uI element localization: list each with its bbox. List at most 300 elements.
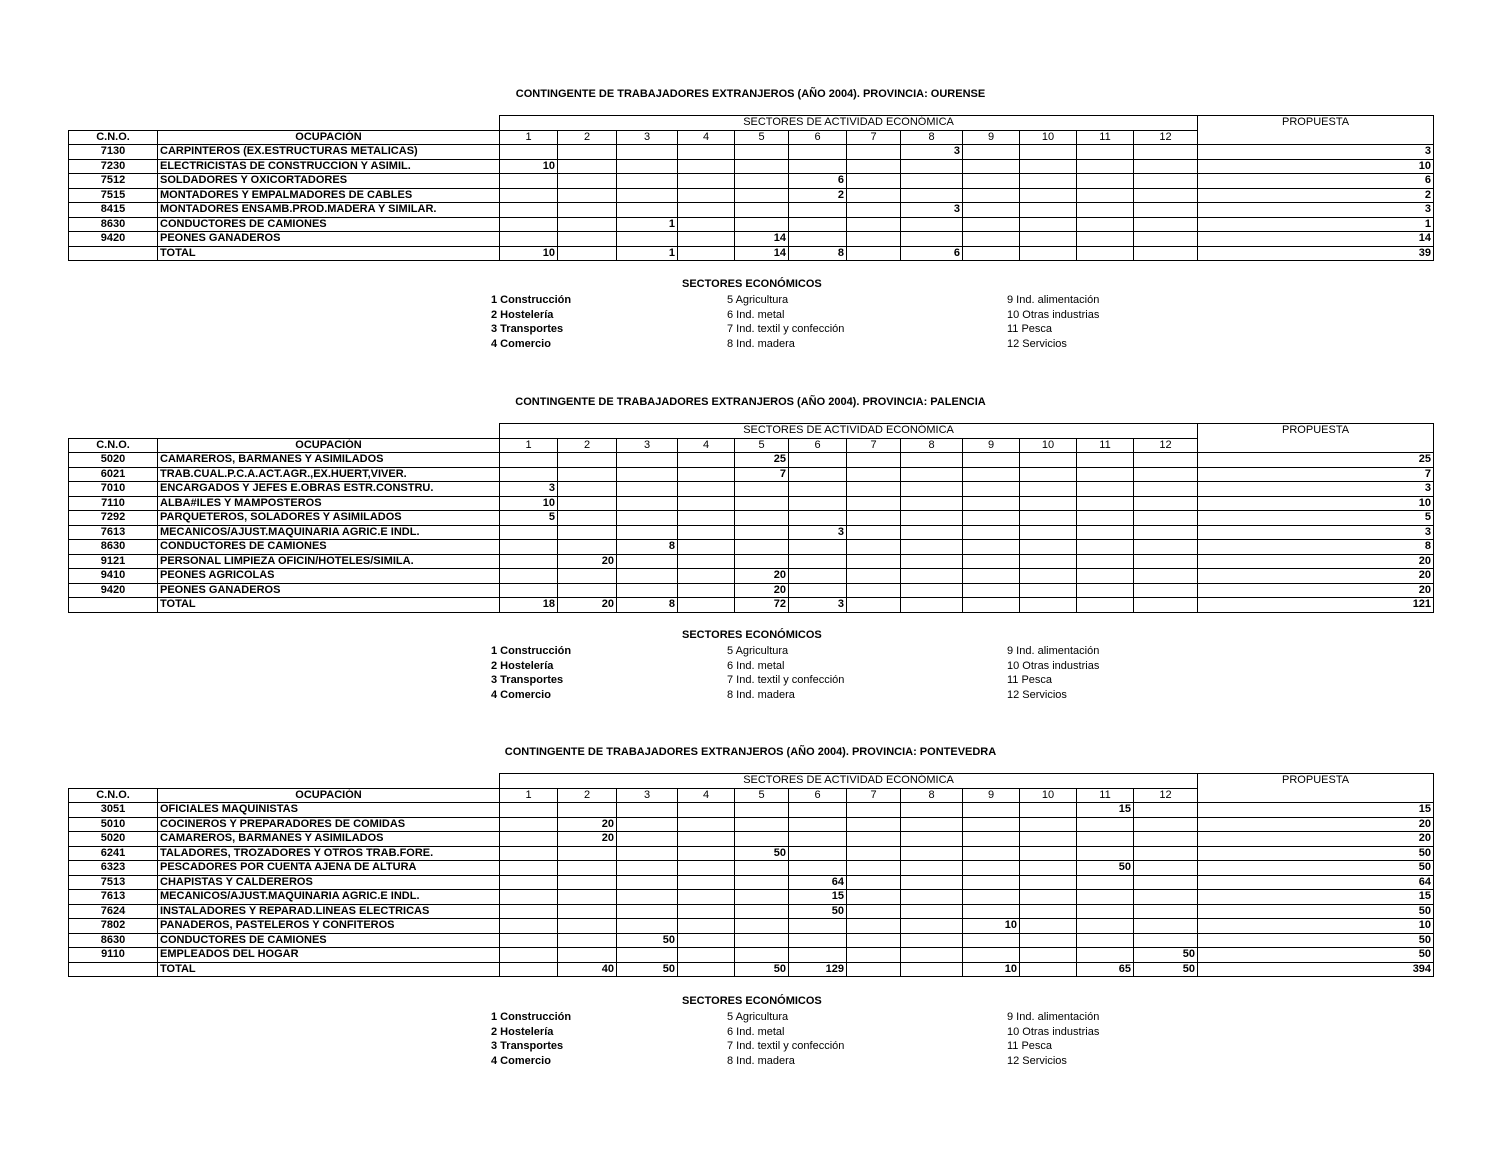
legend-item: 6 Ind. metal	[727, 659, 785, 672]
sector-value-cell	[1134, 861, 1198, 876]
cno-cell: 7802	[69, 919, 158, 934]
sector-value-cell	[963, 890, 1020, 905]
sector-value-cell: 20	[735, 583, 789, 598]
total-value-cell	[1020, 962, 1077, 977]
propuesta-cell: 14	[1198, 232, 1434, 247]
total-value-cell	[1134, 246, 1198, 261]
sector-value-cell	[500, 817, 558, 832]
sector-value-cell	[735, 890, 789, 905]
sector-value-cell	[963, 217, 1020, 232]
sector-number-header: 4	[678, 438, 735, 453]
cno-cell: 9420	[69, 583, 158, 598]
occupation-cell: ALBA#ILES Y MAMPOSTEROS	[158, 496, 500, 511]
cno-cell: 6323	[69, 861, 158, 876]
sector-value-cell	[901, 803, 963, 818]
sector-value-cell	[500, 569, 558, 584]
cno-cell: 6241	[69, 846, 158, 861]
sector-value-cell	[847, 467, 901, 482]
cno-cell: 8630	[69, 217, 158, 232]
cno-cell: 8415	[69, 203, 158, 218]
sector-value-cell	[500, 832, 558, 847]
occupation-cell: ENCARGADOS Y JEFES E.OBRAS ESTR.CONSTRU.	[158, 482, 500, 497]
contingent-table	[68, 773, 1434, 977]
legend-column	[1007, 293, 1099, 351]
total-value-cell: 50	[617, 962, 678, 977]
sector-value-cell	[678, 933, 735, 948]
sector-number-header: 7	[847, 438, 901, 453]
sector-value-cell	[1020, 217, 1077, 232]
sector-value-cell	[1077, 846, 1134, 861]
sector-value-cell	[901, 832, 963, 847]
occupation-header: OCUPACIÓN	[158, 438, 500, 453]
sector-value-cell	[847, 540, 901, 555]
table-row	[69, 540, 1434, 555]
total-blank	[69, 962, 158, 977]
sector-value-cell	[847, 569, 901, 584]
sector-value-cell	[901, 875, 963, 890]
sector-value-cell	[678, 803, 735, 818]
sector-number-header: 5	[735, 438, 789, 453]
sector-value-cell	[963, 467, 1020, 482]
legend-item: 11 Pesca	[1007, 674, 1053, 686]
occupation-cell: PANADEROS, PASTELEROS Y CONFITEROS	[158, 919, 500, 934]
sector-value-cell	[963, 933, 1020, 948]
sector-value-cell	[735, 861, 789, 876]
sector-value-cell	[1134, 803, 1198, 818]
sector-value-cell	[558, 919, 617, 934]
sector-value-cell	[1020, 203, 1077, 218]
sector-value-cell	[1134, 525, 1198, 540]
table-row	[69, 174, 1434, 189]
sector-number-header: 2	[558, 788, 617, 803]
sector-value-cell	[1020, 453, 1077, 468]
sector-value-cell	[901, 511, 963, 526]
sector-value-cell	[901, 904, 963, 919]
total-value-cell: 18	[500, 598, 558, 613]
legend-item: 3 Transportes	[491, 1040, 564, 1052]
sector-value-cell	[789, 203, 847, 218]
legend-item: 7 Ind. textil y confección	[727, 1040, 845, 1052]
total-value-cell	[678, 598, 735, 613]
sector-value-cell: 50	[617, 933, 678, 948]
sector-value-cell	[1020, 861, 1077, 876]
sector-value-cell	[1077, 496, 1134, 511]
total-value-cell: 1	[617, 246, 678, 261]
sector-value-cell	[847, 933, 901, 948]
sector-number-header: 11	[1077, 788, 1134, 803]
table-row	[69, 875, 1434, 890]
sector-value-cell	[1020, 803, 1077, 818]
sector-value-cell	[1134, 496, 1198, 511]
occupation-cell: PESCADORES POR CUENTA AJENA DE ALTURA	[158, 861, 500, 876]
legend-item: 4 Comercio	[491, 337, 551, 350]
sector-value-cell	[1020, 496, 1077, 511]
sector-value-cell	[500, 467, 558, 482]
sector-value-cell	[500, 232, 558, 247]
sector-value-cell	[1134, 554, 1198, 569]
sector-value-cell	[500, 540, 558, 555]
occupation-cell: MECANICOS/AJUST.MAQUINARIA AGRIC.E INDL.	[158, 890, 500, 905]
sector-value-cell	[735, 875, 789, 890]
sector-value-cell	[617, 569, 678, 584]
propuesta-cell: 1	[1198, 217, 1434, 232]
sector-value-cell	[1020, 817, 1077, 832]
sector-value-cell: 8	[617, 540, 678, 555]
occupation-cell: PEONES AGRICOLAS	[158, 569, 500, 584]
sector-value-cell	[500, 948, 558, 963]
total-label: TOTAL	[158, 246, 500, 261]
propuesta-cell: 8	[1198, 540, 1434, 555]
cno-cell: 7230	[69, 159, 158, 174]
sector-value-cell	[963, 174, 1020, 189]
sector-value-cell	[678, 174, 735, 189]
sector-value-cell	[847, 174, 901, 189]
sector-number-header: 8	[901, 788, 963, 803]
total-value-cell	[1077, 246, 1134, 261]
propuesta-cell: 50	[1198, 948, 1434, 963]
sector-value-cell	[1020, 569, 1077, 584]
total-propuesta-cell: 121	[1198, 598, 1434, 613]
sector-value-cell: 50	[1077, 861, 1134, 876]
sector-value-cell	[1077, 145, 1134, 160]
sector-value-cell	[1077, 540, 1134, 555]
cno-cell: 7613	[69, 890, 158, 905]
sector-number-header: 7	[847, 130, 901, 145]
sector-value-cell	[901, 890, 963, 905]
table-row	[69, 203, 1434, 218]
legend-item: 10 Otras industrias	[1007, 308, 1100, 321]
sector-value-cell	[1134, 919, 1198, 934]
sector-value-cell	[963, 583, 1020, 598]
sector-value-cell	[500, 875, 558, 890]
sector-value-cell	[847, 583, 901, 598]
occupation-cell: CONDUCTORES DE CAMIONES	[158, 540, 500, 555]
sector-value-cell	[901, 217, 963, 232]
total-value-cell	[678, 962, 735, 977]
sector-value-cell	[500, 933, 558, 948]
table-row	[69, 525, 1434, 540]
sector-value-cell	[735, 496, 789, 511]
sector-value-cell	[963, 540, 1020, 555]
cno-cell: 8630	[69, 540, 158, 555]
sector-value-cell	[558, 569, 617, 584]
sector-number-header: 10	[1020, 130, 1077, 145]
sector-value-cell	[963, 904, 1020, 919]
section-title: CONTINGENTE DE TRABAJADORES EXTRANJEROS (AÑO 2004). PROVINCIA: PALENCIA	[515, 396, 986, 408]
legend-item: 6 Ind. metal	[727, 308, 785, 321]
sector-value-cell	[963, 554, 1020, 569]
sector-value-cell	[678, 583, 735, 598]
sector-number-header: 2	[558, 130, 617, 145]
sector-value-cell	[1134, 875, 1198, 890]
sector-value-cell	[963, 569, 1020, 584]
sector-value-cell	[678, 482, 735, 497]
sector-value-cell	[558, 890, 617, 905]
total-value-cell	[678, 246, 735, 261]
sector-value-cell	[1134, 232, 1198, 247]
sector-value-cell	[1020, 933, 1077, 948]
sector-value-cell	[617, 817, 678, 832]
occupation-cell: MECANICOS/AJUST.MAQUINARIA AGRIC.E INDL.	[158, 525, 500, 540]
sector-number-header: 10	[1020, 438, 1077, 453]
sector-value-cell	[901, 861, 963, 876]
sector-value-cell: 3	[901, 145, 963, 160]
total-value-cell	[847, 962, 901, 977]
total-row	[69, 246, 1434, 261]
sector-value-cell	[1020, 511, 1077, 526]
sector-value-cell	[789, 232, 847, 247]
table-row	[69, 846, 1434, 861]
sector-number-header: 5	[735, 130, 789, 145]
sector-value-cell	[847, 453, 901, 468]
sector-value-cell	[500, 188, 558, 203]
sector-value-cell	[1077, 467, 1134, 482]
sector-number-header: 3	[617, 130, 678, 145]
sector-value-cell	[1077, 482, 1134, 497]
legend-column	[727, 644, 844, 702]
occupation-header: OCUPACIÓN	[158, 788, 500, 803]
sector-value-cell	[789, 482, 847, 497]
sector-value-cell	[1134, 453, 1198, 468]
sector-value-cell	[500, 145, 558, 160]
sector-value-cell	[1077, 174, 1134, 189]
sector-value-cell	[735, 217, 789, 232]
sector-value-cell	[1020, 467, 1077, 482]
table-row	[69, 217, 1434, 232]
occupation-cell: PARQUETEROS, SOLADORES Y ASIMILADOS	[158, 511, 500, 526]
total-value-cell: 3	[789, 598, 847, 613]
cno-cell: 7010	[69, 482, 158, 497]
sector-value-cell	[558, 803, 617, 818]
sector-value-cell	[901, 540, 963, 555]
sector-value-cell	[1077, 933, 1134, 948]
legend-column	[491, 1010, 571, 1068]
sector-value-cell	[678, 159, 735, 174]
sector-value-cell	[847, 232, 901, 247]
total-value-cell: 72	[735, 598, 789, 613]
sector-value-cell	[735, 482, 789, 497]
section-title: CONTINGENTE DE TRABAJADORES EXTRANJEROS (AÑO 2004). PROVINCIA: PONTEVEDRA	[504, 746, 997, 758]
sector-value-cell	[1077, 159, 1134, 174]
sector-value-cell	[901, 232, 963, 247]
propuesta-cell: 7	[1198, 467, 1434, 482]
propuesta-cell: 10	[1198, 496, 1434, 511]
sector-value-cell: 1	[617, 217, 678, 232]
sector-value-cell	[963, 159, 1020, 174]
sector-value-cell	[678, 525, 735, 540]
cno-cell: 9121	[69, 554, 158, 569]
sector-value-cell	[735, 948, 789, 963]
sector-value-cell	[678, 919, 735, 934]
legend-item: 3 Transportes	[491, 323, 564, 335]
table-row	[69, 904, 1434, 919]
sector-number-header: 2	[558, 438, 617, 453]
sector-value-cell: 2	[789, 188, 847, 203]
sector-value-cell	[789, 511, 847, 526]
sector-value-cell: 14	[735, 232, 789, 247]
sector-value-cell	[735, 904, 789, 919]
table-row	[69, 554, 1434, 569]
propuesta-cell: 6	[1198, 174, 1434, 189]
legend-column	[727, 1010, 844, 1068]
propuesta-header: PROPUESTA	[1198, 424, 1434, 453]
sector-value-cell: 15	[1077, 803, 1134, 818]
sector-value-cell	[678, 861, 735, 876]
occupation-cell: MONTADORES ENSAMB.PROD.MADERA Y SIMILAR.	[158, 203, 500, 218]
sector-value-cell: 50	[1134, 948, 1198, 963]
sector-value-cell	[1020, 188, 1077, 203]
total-row	[69, 962, 1434, 977]
sector-value-cell	[678, 846, 735, 861]
total-value-cell	[847, 598, 901, 613]
sector-value-cell	[678, 203, 735, 218]
sector-value-cell	[617, 511, 678, 526]
sector-value-cell	[847, 145, 901, 160]
sector-value-cell	[1020, 832, 1077, 847]
sector-value-cell	[963, 511, 1020, 526]
occupation-cell: INSTALADORES Y REPARAD.LINEAS ELECTRICAS	[158, 904, 500, 919]
sector-value-cell	[1077, 203, 1134, 218]
sector-value-cell	[963, 145, 1020, 160]
table-row	[69, 188, 1434, 203]
sector-value-cell	[1134, 217, 1198, 232]
occupation-cell: MONTADORES Y EMPALMADORES DE CABLES	[158, 188, 500, 203]
sector-value-cell	[1134, 569, 1198, 584]
sector-value-cell	[558, 525, 617, 540]
propuesta-cell: 20	[1198, 832, 1434, 847]
sector-number-header: 3	[617, 438, 678, 453]
propuesta-cell: 50	[1198, 904, 1434, 919]
sector-value-cell	[901, 933, 963, 948]
sector-value-cell	[963, 803, 1020, 818]
sector-value-cell	[901, 188, 963, 203]
sector-value-cell	[1077, 453, 1134, 468]
legend-column	[1007, 644, 1099, 702]
sector-value-cell	[789, 933, 847, 948]
sector-value-cell	[735, 919, 789, 934]
sector-value-cell	[500, 217, 558, 232]
sector-value-cell	[678, 554, 735, 569]
sector-value-cell	[847, 890, 901, 905]
sector-value-cell	[1077, 569, 1134, 584]
sector-value-cell	[735, 525, 789, 540]
sector-number-header: 8	[901, 438, 963, 453]
sector-value-cell	[500, 846, 558, 861]
total-value-cell: 8	[617, 598, 678, 613]
legend-item: 9 Ind. alimentación	[1007, 1011, 1100, 1023]
sector-value-cell	[735, 159, 789, 174]
sector-value-cell	[500, 453, 558, 468]
sector-value-cell	[735, 511, 789, 526]
table-row	[69, 817, 1434, 832]
sector-value-cell	[617, 890, 678, 905]
sector-value-cell	[789, 817, 847, 832]
sector-value-cell	[789, 145, 847, 160]
sector-value-cell	[847, 846, 901, 861]
legend-item: 11 Pesca	[1007, 1040, 1053, 1052]
header-blank	[69, 774, 500, 789]
sector-value-cell	[1077, 511, 1134, 526]
total-value-cell	[901, 598, 963, 613]
sector-value-cell	[901, 817, 963, 832]
legend-item: 8 Ind. madera	[727, 1054, 795, 1067]
sector-value-cell	[847, 188, 901, 203]
sector-value-cell	[678, 569, 735, 584]
propuesta-cell: 15	[1198, 803, 1434, 818]
propuesta-header: PROPUESTA	[1198, 116, 1434, 145]
total-value-cell: 40	[558, 962, 617, 977]
sector-value-cell	[1020, 583, 1077, 598]
sector-value-cell	[901, 453, 963, 468]
sector-value-cell: 3	[901, 203, 963, 218]
sector-value-cell	[735, 554, 789, 569]
legend-item: 1 Construcción	[491, 294, 572, 306]
sector-number-header: 9	[963, 438, 1020, 453]
legend-item: 3 Transportes	[491, 674, 564, 686]
sectors-header: SECTORES DE ACTIVIDAD ECONÓMICA	[500, 116, 1198, 131]
legend-item: 6 Ind. metal	[727, 1025, 785, 1038]
legend-heading: SECTORES ECONÓMICOS	[682, 629, 822, 641]
sector-value-cell	[963, 232, 1020, 247]
total-value-cell	[1020, 246, 1077, 261]
occupation-cell: CAMAREROS, BARMANES Y ASIMILADOS	[158, 832, 500, 847]
total-row	[69, 598, 1434, 613]
occupation-cell: CHAPISTAS Y CALDEREROS	[158, 875, 500, 890]
cno-cell: 5010	[69, 817, 158, 832]
sector-value-cell	[963, 846, 1020, 861]
sector-value-cell	[558, 188, 617, 203]
sector-value-cell	[847, 904, 901, 919]
sector-value-cell	[735, 203, 789, 218]
sector-value-cell	[1020, 540, 1077, 555]
table-row	[69, 159, 1434, 174]
legend-item: 12 Servicios	[1007, 1054, 1067, 1067]
legend-item: 8 Ind. madera	[727, 337, 795, 350]
total-value-cell: 10	[500, 246, 558, 261]
sector-value-cell	[1134, 540, 1198, 555]
sector-value-cell	[847, 861, 901, 876]
propuesta-cell: 3	[1198, 525, 1434, 540]
table-row	[69, 948, 1434, 963]
sector-value-cell	[617, 846, 678, 861]
legend-item: 4 Comercio	[491, 1054, 551, 1067]
occupation-cell: PERSONAL LIMPIEZA OFICIN/HOTELES/SIMILA.	[158, 554, 500, 569]
total-value-cell	[963, 598, 1020, 613]
cno-cell: 7513	[69, 875, 158, 890]
sector-value-cell	[901, 919, 963, 934]
cno-cell: 5020	[69, 832, 158, 847]
legend-item: 10 Otras industrias	[1007, 1025, 1100, 1038]
legend-item: 5 Agricultura	[727, 294, 789, 306]
legend-column	[727, 293, 844, 351]
sector-value-cell	[500, 904, 558, 919]
sector-value-cell	[1020, 525, 1077, 540]
propuesta-cell: 10	[1198, 159, 1434, 174]
sector-value-cell	[617, 583, 678, 598]
sector-value-cell	[735, 817, 789, 832]
sector-value-cell	[1020, 919, 1077, 934]
sector-value-cell	[617, 232, 678, 247]
occupation-cell: PEONES GANADEROS	[158, 232, 500, 247]
sector-value-cell: 6	[789, 174, 847, 189]
sector-number-header: 6	[789, 130, 847, 145]
propuesta-cell: 20	[1198, 583, 1434, 598]
sector-value-cell	[1077, 919, 1134, 934]
sector-number-header: 5	[735, 788, 789, 803]
sector-value-cell	[678, 453, 735, 468]
sector-value-cell	[901, 496, 963, 511]
sector-value-cell	[500, 861, 558, 876]
